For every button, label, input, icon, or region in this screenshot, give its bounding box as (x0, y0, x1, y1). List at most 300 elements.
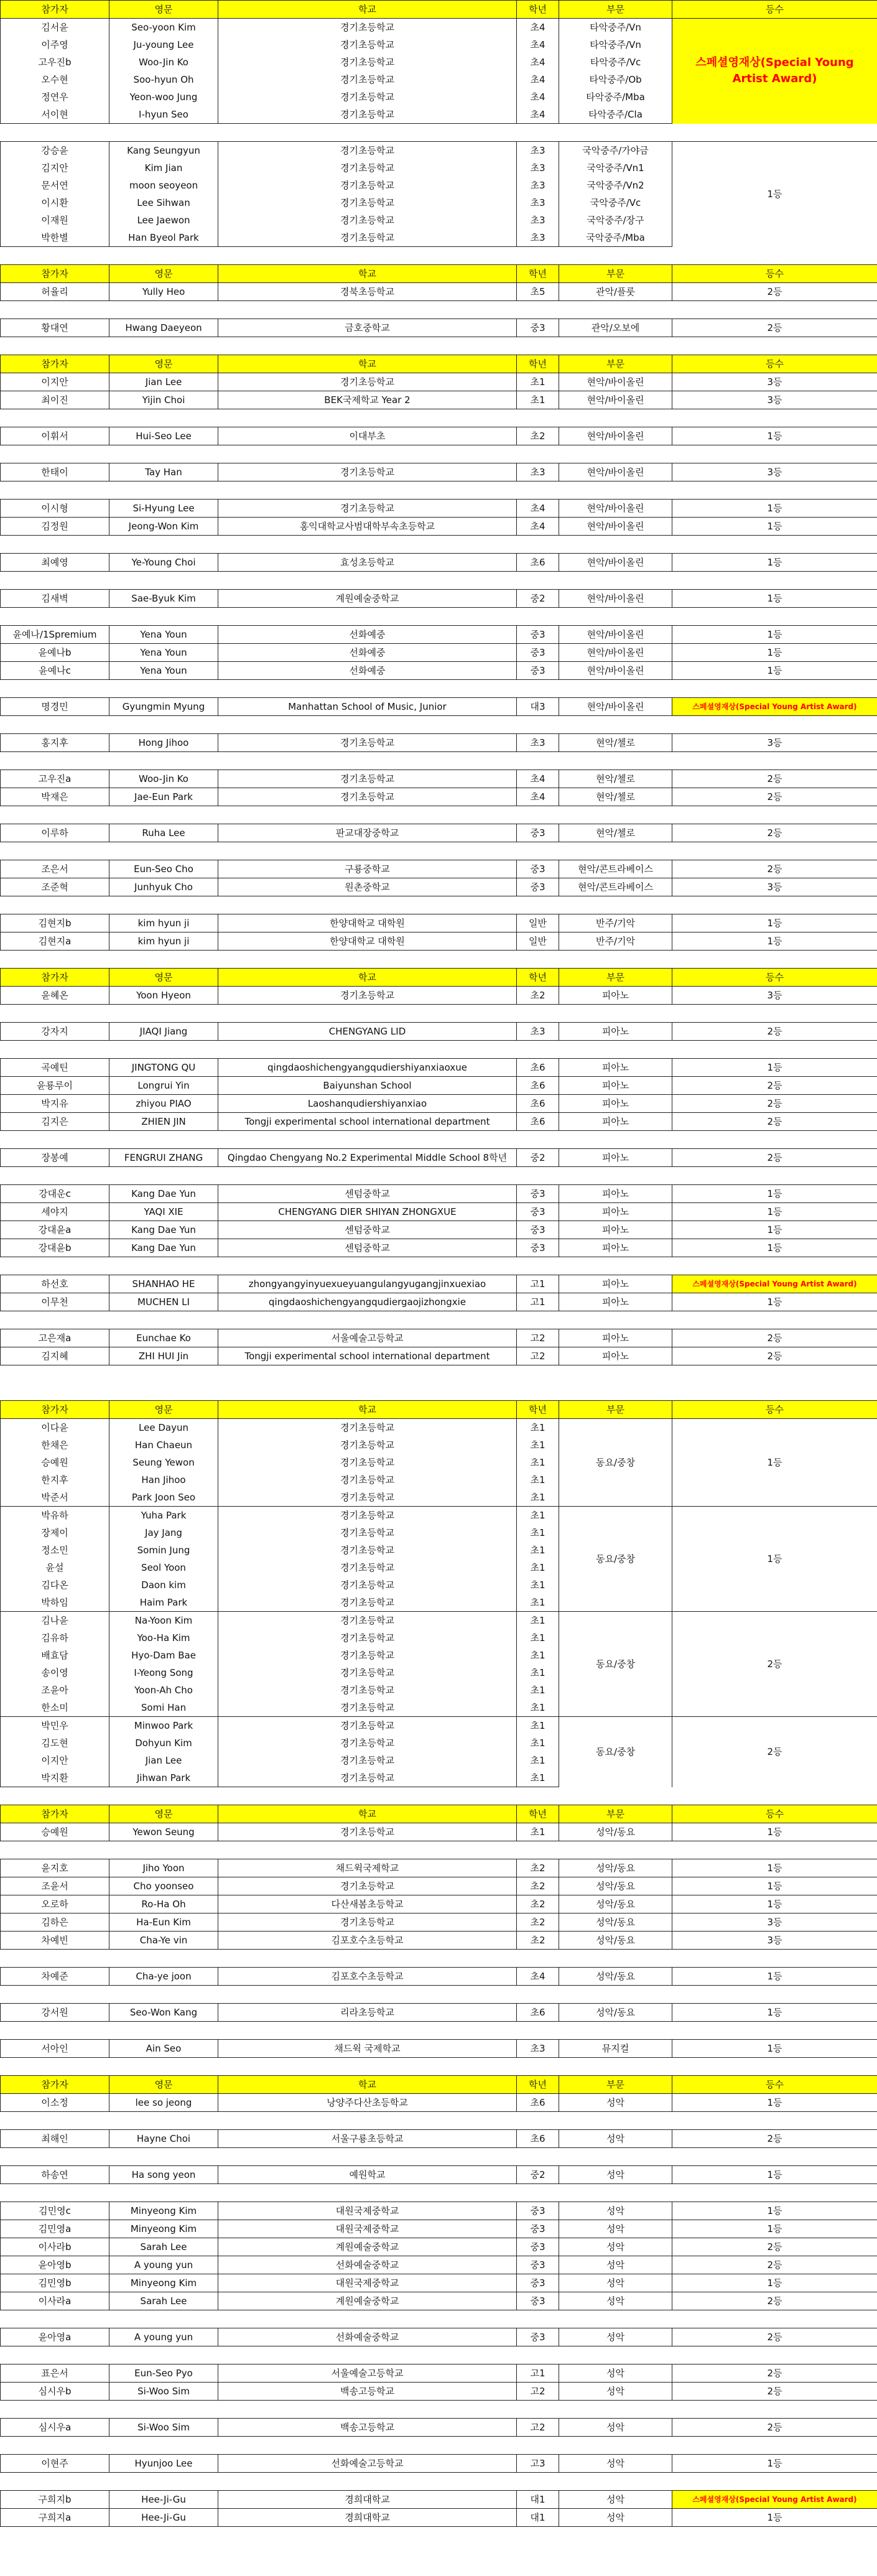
english-name: Kim Jian (109, 159, 218, 177)
table-row (1, 1275, 877, 1293)
participant-name: 김민영c (1, 2202, 109, 2220)
header-grade: 학년 (517, 2076, 559, 2094)
grade: 중3 (517, 2292, 559, 2310)
participant-name: 김정원 (1, 518, 109, 536)
grade: 초1 (517, 1524, 559, 1541)
header-grade: 학년 (517, 1, 559, 19)
category: 국악중주/Mba (559, 229, 672, 247)
spacer-row (1, 842, 877, 860)
english-name: Hayne Choi (109, 2130, 218, 2148)
participant-name: 김지안 (1, 159, 109, 177)
special-award-badge: 스페셜영재상(Special Young Artist Award) (672, 698, 877, 716)
participant-name: 이무천 (1, 1293, 109, 1311)
category: 타악중주/Cla (559, 106, 672, 124)
participant-name: 이소정 (1, 2094, 109, 2112)
category: 현악/바이올린 (559, 373, 672, 391)
header-school: 학교 (218, 265, 517, 283)
section-header-row (1, 265, 877, 283)
category: 피아노 (559, 1347, 672, 1365)
school-name: 경희대학교 (218, 2509, 517, 2527)
participant-name: 박하임 (1, 1594, 109, 1612)
table-row (1, 373, 877, 391)
grade: 고2 (517, 1347, 559, 1365)
english-name: Ha song yeon (109, 2166, 218, 2184)
english-name: JINGTONG QU (109, 1059, 218, 1077)
school-name: 다산새봄초등학교 (218, 1895, 517, 1913)
category: 반주/기악 (559, 932, 672, 951)
english-name: Eunchae Ko (109, 1329, 218, 1347)
category: 성악/동요 (559, 2004, 672, 2022)
school-name: 경기초등학교 (218, 1681, 517, 1699)
participant-name: 문서연 (1, 177, 109, 194)
spacer-cell (1, 2022, 877, 2040)
grade: 중3 (517, 644, 559, 662)
participant-name: 김나윤 (1, 1612, 109, 1630)
grade: 초1 (517, 1576, 559, 1594)
category: 피아노 (559, 1077, 672, 1095)
grade: 중3 (517, 2238, 559, 2256)
english-name: Seol Yoon (109, 1559, 218, 1576)
participant-name: 세야지 (1, 1203, 109, 1221)
header-participant: 참가자 (1, 355, 109, 373)
category: 현악/바이올린 (559, 518, 672, 536)
english-name: Jihwan Park (109, 1769, 218, 1787)
table-row (1, 914, 877, 932)
spacer-cell (1, 2473, 877, 2491)
category: 관악/플룻 (559, 283, 672, 301)
participant-name: 하선호 (1, 1275, 109, 1293)
header-grade: 학년 (517, 1401, 559, 1419)
school-name: 선화예술중학교 (218, 2256, 517, 2274)
participant-name: 이지안 (1, 373, 109, 391)
english-name: Woo-Jin Ko (109, 770, 218, 788)
english-name: Jian Lee (109, 373, 218, 391)
spacer-row (1, 337, 877, 355)
spacer-cell (1, 1311, 877, 1329)
grade: 중3 (517, 860, 559, 878)
header-english-name: 영문 (109, 969, 218, 987)
grade: 초1 (517, 1664, 559, 1681)
grade: 초1 (517, 1681, 559, 1699)
grade: 대1 (517, 2491, 559, 2509)
spacer-cell (1, 536, 877, 554)
participant-name: 이재원 (1, 212, 109, 229)
school-name: 경기초등학교 (218, 788, 517, 806)
participant-name: 김지은 (1, 1113, 109, 1131)
english-name: Ha-Eun Kim (109, 1913, 218, 1932)
category: 현악/첼로 (559, 734, 672, 752)
english-name: Yeon-woo Jung (109, 88, 218, 106)
participant-name: 이지안 (1, 1752, 109, 1769)
participant-name: 조준혁 (1, 878, 109, 896)
participant-name: 한소미 (1, 1699, 109, 1717)
grade: 고1 (517, 2364, 559, 2383)
participant-name: 정연우 (1, 88, 109, 106)
grade: 중3 (517, 626, 559, 644)
category: 피아노 (559, 1113, 672, 1131)
english-name: Yoo-Ha Kim (109, 1629, 218, 1647)
rank-value: 1등 (672, 644, 877, 662)
category: 현악/바이올린 (559, 427, 672, 445)
english-name: Kang Dae Yun (109, 1185, 218, 1203)
spacer-row (1, 2473, 877, 2491)
school-name: 경기초등학교 (218, 1769, 517, 1787)
table-row (1, 2130, 877, 2148)
category: 현악/바이올린 (559, 500, 672, 518)
category: 성악 (559, 2383, 672, 2401)
spacer-row (1, 608, 877, 626)
spacer-cell (1, 1986, 877, 2004)
grade: 중3 (517, 2256, 559, 2274)
header-rank: 등수 (672, 1401, 877, 1419)
rank-value: 3등 (672, 1932, 877, 1950)
table-row (1, 2509, 877, 2527)
grade: 초4 (517, 500, 559, 518)
spacer-cell (1, 896, 877, 914)
table-row (1, 1077, 877, 1095)
category: 현악/바이올린 (559, 626, 672, 644)
results-body (1, 1, 877, 2527)
table-row (1, 878, 877, 896)
grade: 초6 (517, 1059, 559, 1077)
spacer-row (1, 1986, 877, 2004)
table-row (1, 590, 877, 608)
english-name: Ro-Ha Oh (109, 1895, 218, 1913)
rank-value: 1등 (672, 2004, 877, 2022)
table-row (1, 1823, 877, 1841)
spacer-row (1, 1950, 877, 1968)
participant-name: 이휘서 (1, 427, 109, 445)
participant-name: 황대연 (1, 319, 109, 337)
participant-name: 허율리 (1, 283, 109, 301)
category: 성악/동요 (559, 1932, 672, 1950)
participant-name: 김민영b (1, 2274, 109, 2292)
grade: 초1 (517, 1419, 559, 1437)
participant-name: 윤룡루이 (1, 1077, 109, 1095)
table-row (1, 2004, 877, 2022)
category: 현악/첼로 (559, 770, 672, 788)
table-row (1, 554, 877, 572)
school-name: 경기초등학교 (218, 177, 517, 194)
spacer-row (1, 2184, 877, 2202)
english-name: moon seoyeon (109, 177, 218, 194)
spacer-row (1, 1787, 877, 1805)
participant-name: 박지유 (1, 1095, 109, 1113)
english-name: Lee Sihwan (109, 194, 218, 212)
rank-value: 1등 (672, 427, 877, 445)
category: 피아노 (559, 1221, 672, 1239)
table-row (1, 662, 877, 680)
category: 국악중주/Vc (559, 194, 672, 212)
school-name: 원촌중학교 (218, 878, 517, 896)
rank-value: 1등 (672, 1185, 877, 1203)
english-name: Jae-Eun Park (109, 788, 218, 806)
rank-value: 2등 (672, 824, 877, 842)
table-row (1, 1113, 877, 1131)
english-name: Seo-Won Kang (109, 2004, 218, 2022)
participant-name: 고우진b (1, 53, 109, 71)
table-row (1, 1859, 877, 1877)
grade: 중3 (517, 2274, 559, 2292)
spacer-row (1, 2346, 877, 2364)
school-name: CHENGYANG LID (218, 1023, 517, 1041)
school-name: 경기초등학교 (218, 229, 517, 247)
table-row (1, 788, 877, 806)
grade: 초2 (517, 1859, 559, 1877)
category: 현악/바이올린 (559, 391, 672, 409)
english-name: Cha-Ye vin (109, 1932, 218, 1950)
rank-value: 2등 (672, 283, 877, 301)
grade: 초1 (517, 1752, 559, 1769)
school-name: 효성초등학교 (218, 554, 517, 572)
table-row (1, 500, 877, 518)
spacer-cell (1, 2148, 877, 2166)
school-name: Baiyunshan School (218, 1077, 517, 1095)
english-name: Kang Seungyun (109, 142, 218, 160)
rank-value: 3등 (672, 1913, 877, 1932)
rank-value: 2등 (672, 1113, 877, 1131)
english-name: Kang Dae Yun (109, 1239, 218, 1257)
english-name: JIAQI Jiang (109, 1023, 218, 1041)
grade: 고1 (517, 1275, 559, 1293)
grade: 초6 (517, 554, 559, 572)
spacer-row (1, 481, 877, 500)
table-row (1, 2419, 877, 2437)
participant-name: 이주영 (1, 36, 109, 53)
table-row (1, 2364, 877, 2383)
header-school: 학교 (218, 355, 517, 373)
header-participant: 참가자 (1, 1401, 109, 1419)
rank-value: 1등 (672, 1293, 877, 1311)
category: 타악중주/Vc (559, 53, 672, 71)
school-name: 경희대학교 (218, 2491, 517, 2509)
category: 성악 (559, 2419, 672, 2437)
grade: 초4 (517, 788, 559, 806)
table-row (1, 2328, 877, 2346)
table-row (1, 142, 877, 160)
school-name: 계원예술중학교 (218, 2238, 517, 2256)
spacer-row (1, 2437, 877, 2455)
school-name: 경기초등학교 (218, 1877, 517, 1895)
header-category: 부문 (559, 1401, 672, 1419)
spacer-cell (1, 1005, 877, 1023)
rank-value: 2등 (672, 319, 877, 337)
category: 현악/바이올린 (559, 698, 672, 716)
spacer-row (1, 806, 877, 824)
grade: 초1 (517, 1717, 559, 1735)
english-name: ZHIEN JIN (109, 1113, 218, 1131)
school-name: 채드윅 국제학교 (218, 2040, 517, 2058)
school-name: 센텀중학교 (218, 1239, 517, 1257)
participant-name: 김현지b (1, 914, 109, 932)
rank-value: 1등 (672, 1221, 877, 1239)
category: 성악/동요 (559, 1895, 672, 1913)
spacer-row (1, 1167, 877, 1185)
school-name: 경기초등학교 (218, 106, 517, 124)
grade: 초3 (517, 142, 559, 160)
school-name: 서울구룡초등학교 (218, 2130, 517, 2148)
grade: 고2 (517, 2419, 559, 2437)
header-grade: 학년 (517, 355, 559, 373)
category: 피아노 (559, 1059, 672, 1077)
school-name: 이대부초 (218, 427, 517, 445)
participant-name: 이사라a (1, 2292, 109, 2310)
spacer-cell (1, 608, 877, 626)
table-row (1, 19, 877, 37)
participant-name: 박유하 (1, 1507, 109, 1525)
table-row (1, 1968, 877, 1986)
school-name: 리라초등학교 (218, 2004, 517, 2022)
participant-name: 한지후 (1, 1471, 109, 1489)
spacer-cell (1, 2112, 877, 2130)
category: 성악 (559, 2364, 672, 2383)
participant-name: 심시우b (1, 2383, 109, 2401)
school-name: 경기초등학교 (218, 1734, 517, 1752)
spacer-cell (1, 481, 877, 500)
school-name: 백송고등학교 (218, 2383, 517, 2401)
table-row (1, 319, 877, 337)
participant-name: 김현지a (1, 932, 109, 951)
rank-value: 2등 (672, 1023, 877, 1041)
participant-name: 윤예나/1Spremium (1, 626, 109, 644)
category: 피아노 (559, 1275, 672, 1293)
rank-value: 2등 (672, 1077, 877, 1095)
participant-name: 강대윤b (1, 1239, 109, 1257)
table-row (1, 2040, 877, 2058)
english-name: Han Chaeun (109, 1436, 218, 1454)
school-name: 경기초등학교 (218, 1629, 517, 1647)
spacer-cell (1, 247, 877, 265)
english-name: A young yun (109, 2328, 218, 2346)
participant-name: 김지혜 (1, 1347, 109, 1365)
category: 피아노 (559, 1095, 672, 1113)
header-school: 학교 (218, 2076, 517, 2094)
grade: 중3 (517, 662, 559, 680)
english-name: kim hyun ji (109, 914, 218, 932)
school-name: 경기초등학교 (218, 1471, 517, 1489)
rank-value: 2등 (672, 2383, 877, 2401)
participant-name: 윤아영b (1, 2256, 109, 2274)
table-row (1, 1239, 877, 1257)
grade: 초3 (517, 2040, 559, 2058)
rank-value: 1등 (672, 2094, 877, 2112)
english-name: Cha-ye joon (109, 1968, 218, 1986)
spacer-cell (1, 680, 877, 698)
spacer-cell (1, 951, 877, 969)
spacer-cell (1, 1787, 877, 1805)
grade: 초4 (517, 88, 559, 106)
table-row (1, 518, 877, 536)
section-header-row (1, 969, 877, 987)
category: 타악중주/Ob (559, 71, 672, 88)
grade: 초1 (517, 373, 559, 391)
header-grade: 학년 (517, 265, 559, 283)
grade: 중3 (517, 878, 559, 896)
grade: 중3 (517, 1185, 559, 1203)
category: 국악중주/Vn2 (559, 177, 672, 194)
school-name: 금호중학교 (218, 319, 517, 337)
header-school: 학교 (218, 1, 517, 19)
grade: 초1 (517, 1559, 559, 1576)
spacer-row (1, 409, 877, 427)
participant-name: 윤예나c (1, 662, 109, 680)
participant-name: 김도현 (1, 1734, 109, 1752)
rank-value: 2등 (672, 1329, 877, 1347)
english-name: Hong Jihoo (109, 734, 218, 752)
header-category: 부문 (559, 969, 672, 987)
school-name: CHENGYANG DIER SHIYAN ZHONGXUE (218, 1203, 517, 1221)
category: 반주/기악 (559, 914, 672, 932)
participant-name: 표은서 (1, 2364, 109, 2383)
school-name: 예원학교 (218, 2166, 517, 2184)
header-rank: 등수 (672, 265, 877, 283)
section-header-row (1, 2076, 877, 2094)
school-name: 경기초등학교 (218, 770, 517, 788)
rank-value: 1등 (672, 932, 877, 951)
rank-value: 1등 (672, 662, 877, 680)
grade: 초6 (517, 1095, 559, 1113)
section-header-row (1, 355, 877, 373)
school-name: Tongji experimental school international department (218, 1347, 517, 1365)
category: 성악 (559, 2455, 672, 2473)
grade: 초6 (517, 2094, 559, 2112)
category: 현악/바이올린 (559, 644, 672, 662)
grade: 초4 (517, 106, 559, 124)
grade: 초3 (517, 194, 559, 212)
school-name: 경기초등학교 (218, 373, 517, 391)
category: 현악/콘트라베이스 (559, 878, 672, 896)
table-row (1, 1612, 877, 1630)
participant-name: 고은재a (1, 1329, 109, 1347)
category: 성악 (559, 2328, 672, 2346)
grade: 초3 (517, 177, 559, 194)
category: 동요/중창 (559, 1612, 672, 1717)
grade: 초3 (517, 212, 559, 229)
category: 동요/중창 (559, 1419, 672, 1507)
school-name: 경기초등학교 (218, 734, 517, 752)
spacer-row (1, 1841, 877, 1859)
school-name: qingdaoshichengyangqudiergaojizhongxie (218, 1293, 517, 1311)
participant-name: 한채은 (1, 1436, 109, 1454)
category: 현악/바이올린 (559, 590, 672, 608)
rank-value: 1등 (672, 1877, 877, 1895)
participant-name: 박준서 (1, 1489, 109, 1507)
table-row (1, 1059, 877, 1077)
rank-value: 2등 (672, 2328, 877, 2346)
english-name: SHANHAO HE (109, 1275, 218, 1293)
participant-name: 심시우a (1, 2419, 109, 2437)
section-header-row (1, 1401, 877, 1419)
school-name: 서울예술고등학교 (218, 1329, 517, 1347)
header-participant: 참가자 (1, 265, 109, 283)
rank-value: 1등 (672, 518, 877, 536)
table-row (1, 734, 877, 752)
table-row (1, 1419, 877, 1437)
category: 현악/콘트라베이스 (559, 860, 672, 878)
english-name: I-hyun Seo (109, 106, 218, 124)
participant-name: 윤아영a (1, 2328, 109, 2346)
table-row (1, 698, 877, 716)
english-name: A young yun (109, 2256, 218, 2274)
table-row (1, 1185, 877, 1203)
school-name: 경기초등학교 (218, 500, 517, 518)
table-row (1, 644, 877, 662)
grade: 초1 (517, 1647, 559, 1664)
table-row (1, 1507, 877, 1525)
table-row (1, 1877, 877, 1895)
header-school: 학교 (218, 1805, 517, 1823)
category: 성악 (559, 2238, 672, 2256)
